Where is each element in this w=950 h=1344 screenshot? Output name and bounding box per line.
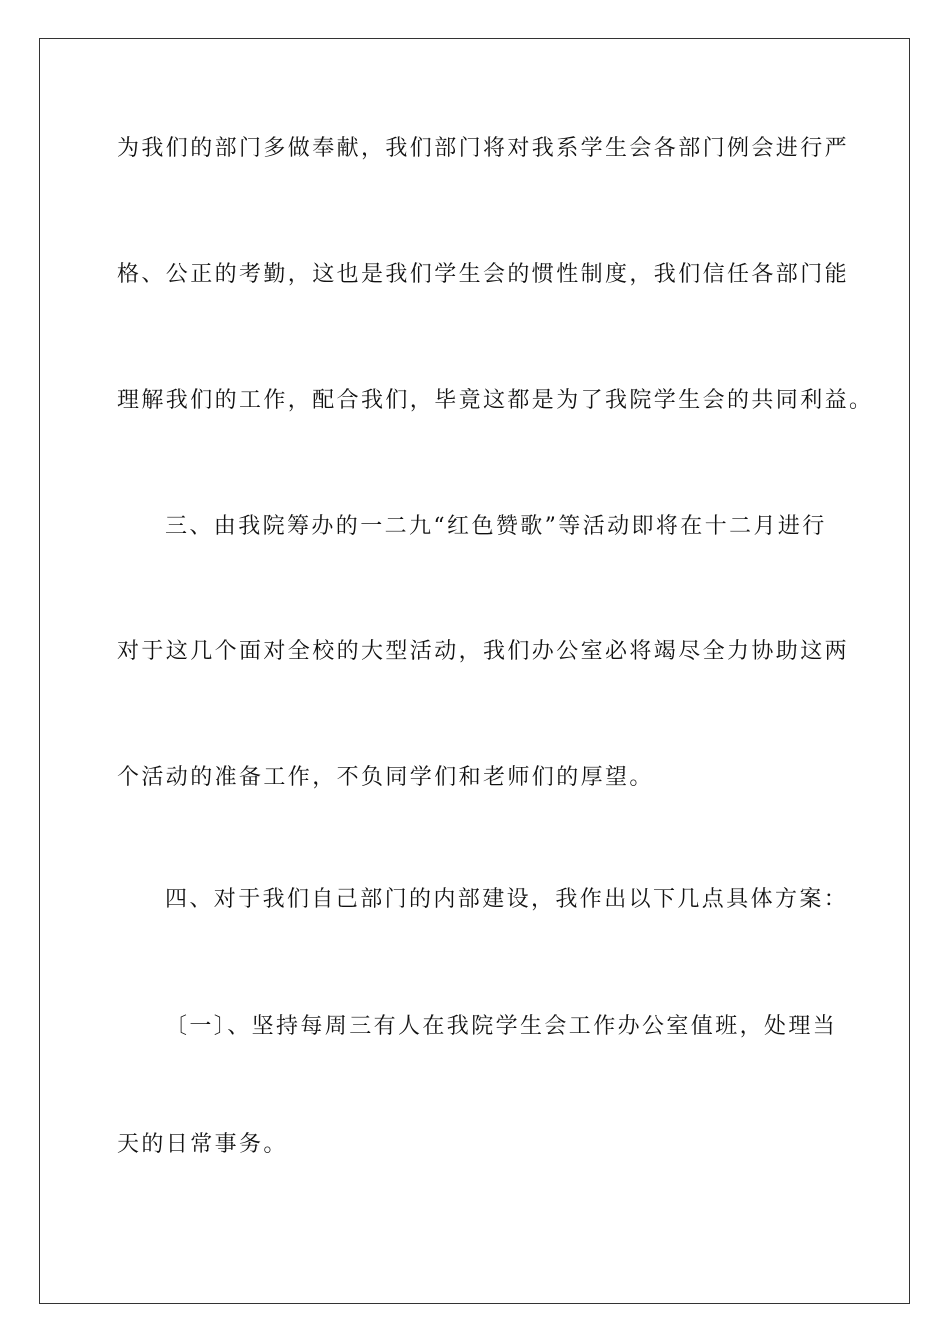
- paragraph-line: 天的日常事务。: [117, 1132, 288, 1157]
- paragraph-line: 为我们的部门多做奉献，我们部门将对我系学生会各部门例会进行严: [117, 136, 850, 161]
- paragraph-line-item-one: 〔一〕、坚持每周三有人在我院学生会工作办公室值班，处理当: [165, 1014, 838, 1039]
- paragraph-line-section-four: 四、对于我们自己部门的内部建设，我作出以下几点具体方案：: [165, 887, 849, 912]
- paragraph-line-section-three: 三、由我院筹办的一二九“红色赞歌”等活动即将在十二月进行: [165, 514, 827, 539]
- paragraph-line: 个活动的准备工作，不负同学们和老师们的厚望。: [117, 765, 654, 790]
- paragraph-line: 格、公正的考勤，这也是我们学生会的惯性制度，我们信任各部门能: [117, 262, 850, 287]
- page-frame: [39, 38, 910, 1304]
- paragraph-line: 理解我们的工作，配合我们，毕竟这都是为了我院学生会的共同利益。: [117, 388, 874, 413]
- paragraph-line: 对于这几个面对全校的大型活动，我们办公室必将竭尽全力协助这两: [117, 639, 850, 664]
